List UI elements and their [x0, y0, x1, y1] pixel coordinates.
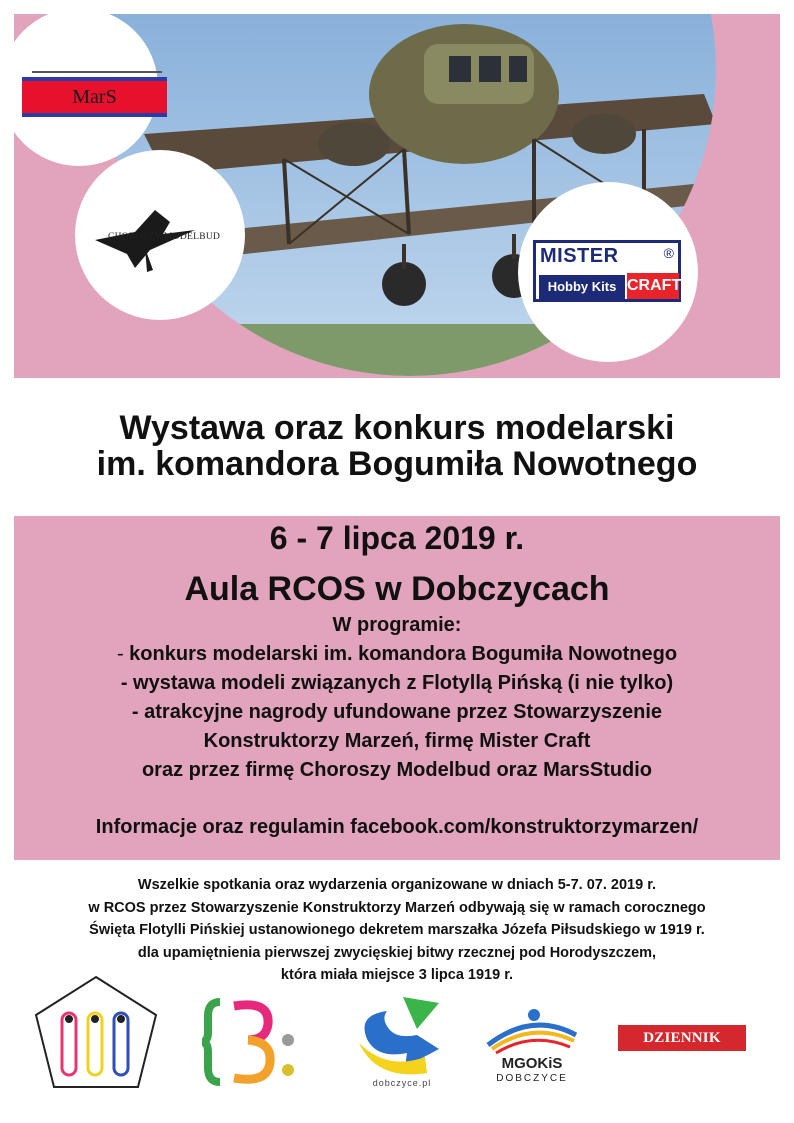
mars-logo: MarS: [22, 77, 167, 117]
event-date: 6 - 7 lipca 2019 r.: [269, 520, 525, 556]
dobczyce-logo-label: dobczyce.pl: [372, 1078, 432, 1088]
program-list: [0, 640, 794, 785]
note-line: dla upamiętnienia pierwszej zwycięskiej bitwy rzecznej pod Horodyszczem,: [137, 944, 657, 961]
program-item: - atrakcyjne nagrody ufundowane przez Stowarzyszenie: [131, 701, 663, 723]
mgokis-logo-sublabel: DOBCZYCE: [496, 1073, 568, 1084]
choroszy-logo-label: CHOROSZY MODELBUD: [108, 232, 221, 242]
bracket-3-logo: [200, 996, 300, 1088]
program-item: - konkurs modelarski im. komandora Bogumiła Nowotnego: [116, 643, 678, 665]
title-line-2: im. komandora Bogumiła Nowotnego: [96, 445, 698, 483]
note-line: która miała miejsce 3 lipca 1919 r.: [280, 967, 514, 983]
note-line: Święta Flotylli Pińskiej ustanowionego dekretem marszałka Józefa Piłsudskiego w 1919 r.: [89, 922, 705, 938]
note-line: w RCOS przez Stowarzyszenie Konstruktorzy Marzeń odbywają się w ramach corocznego: [88, 899, 706, 916]
title-line-1: Wystawa oraz konkurs modelarski: [119, 409, 675, 447]
page-title: [0, 410, 794, 482]
program-item: - wystawa modeli związanych z Flotyllą Pińską (i nie tylko): [120, 672, 674, 694]
craft-label: CRAFT: [627, 273, 679, 299]
program-heading: W programie:: [332, 614, 462, 636]
event-venue: Aula RCOS w Dobczycach: [184, 570, 610, 608]
skm-logo: [34, 975, 158, 1089]
mister-craft-logo: [533, 240, 681, 302]
hobby-kits-label: Hobby Kits: [539, 275, 625, 299]
mister-logo-text: MISTER: [540, 245, 619, 267]
mars-logo-line: [32, 71, 162, 73]
registered-mark: ®: [663, 245, 674, 261]
event-note: [0, 874, 794, 987]
note-line: Wszelkie spotkania oraz wydarzenia organizowane w dniach 5-7. 07. 2019 r.: [137, 877, 657, 893]
program-item-continuation: Konstruktorzy Marzeń, firmę Mister Craft: [203, 730, 591, 752]
program-item-continuation: oraz przez firmę Choroszy Modelbud oraz MarsStudio: [141, 759, 653, 781]
dobczyce-logo: [347, 995, 447, 1077]
mgokis-logo-label: MGOKiS: [501, 1055, 563, 1072]
info-link[interactable]: Informacje oraz regulamin facebook.com/konstruktorzymarzen/: [95, 816, 699, 838]
mgokis-logo: [484, 1005, 580, 1055]
dziennik-polski-logo: DZIENNIK POLSKI: [618, 1025, 746, 1051]
